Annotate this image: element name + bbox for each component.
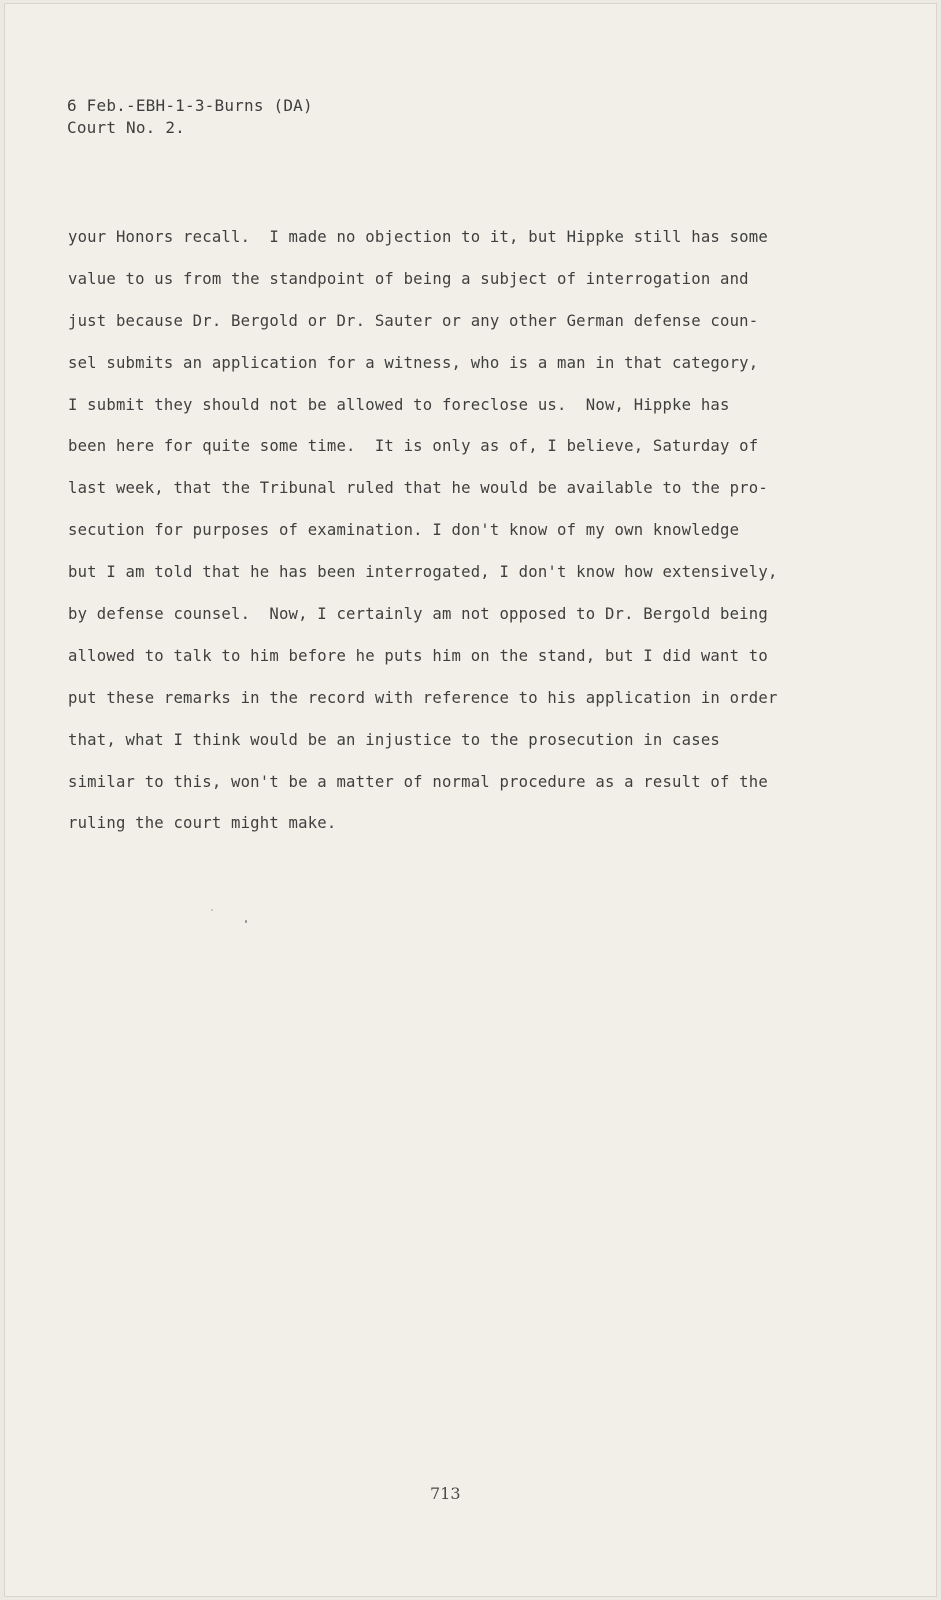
page-number: 713 xyxy=(430,1484,461,1503)
body-line-5: I submit they should not be allowed to foreclose us. Now, Hippke has xyxy=(68,395,730,414)
body-line-6: been here for quite some time. It is only as of, I believe, Saturday of xyxy=(68,437,759,456)
body-line-12: put these remarks in the record with reference to his application in order xyxy=(68,688,778,707)
header-reference-line: 6 Feb.-EBH-1-3-Burns (DA) xyxy=(67,96,313,115)
body-line-3: just because Dr. Bergold or Dr. Sauter or any other German defense coun- xyxy=(68,311,759,330)
transcript-body xyxy=(68,217,888,845)
paper-speck xyxy=(211,909,213,911)
document-page xyxy=(4,3,937,1597)
body-line-10: by defense counsel. Now, I certainly am not opposed to Dr. Bergold being xyxy=(68,605,768,624)
body-line-9: but I am told that he has been interrogated, I don't know how extensively, xyxy=(68,563,778,582)
body-line-7: last week, that the Tribunal ruled that he would be available to the pro- xyxy=(68,479,768,498)
body-line-1: your Honors recall. I made no objection to it, but Hippke still has some xyxy=(68,228,768,246)
body-line-2: value to us from the standpoint of being a subject of interrogation and xyxy=(68,269,749,288)
body-line-14: similar to this, won't be a matter of normal procedure as a result of the xyxy=(68,772,768,791)
document-header xyxy=(67,95,313,139)
body-line-13: that, what I think would be an injustice to the prosecution in cases xyxy=(68,730,720,749)
body-line-8: secution for purposes of examination. I don't know of my own knowledge xyxy=(68,521,740,540)
body-line-4: sel submits an application for a witness, who is a man in that category, xyxy=(68,353,759,372)
paper-speck xyxy=(245,920,247,923)
header-court-line: Court No. 2. xyxy=(67,118,185,137)
body-line-11: allowed to talk to him before he puts him on the stand, but I did want to xyxy=(68,646,768,665)
body-line-15: ruling the court might make. xyxy=(68,814,337,833)
